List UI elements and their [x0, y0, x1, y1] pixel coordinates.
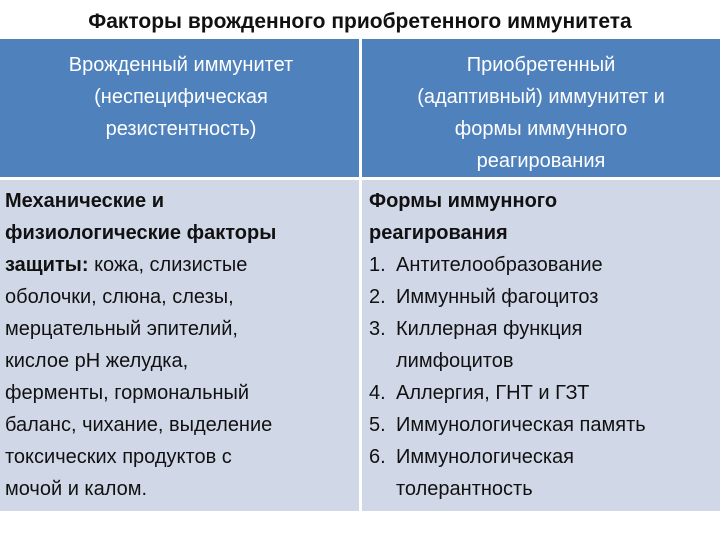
- list-item: [369, 249, 720, 281]
- list-item-number: 2.: [369, 286, 386, 308]
- list-item-text: Антителообразование: [396, 254, 603, 276]
- innate-text-line: мерцательный эпителий,: [5, 318, 238, 340]
- list-item: [369, 281, 720, 313]
- list-item-text: лимфоцитов: [396, 350, 514, 372]
- acquired-forms-cell: [362, 179, 720, 511]
- list-item: [369, 313, 720, 377]
- list-item-text: Иммунологическая память: [396, 414, 646, 436]
- list-item: [369, 409, 720, 441]
- slide-title: Факторы врожденного приобретенного иммунитета: [88, 10, 632, 33]
- innate-heading-line: физиологические факторы: [5, 222, 277, 244]
- header-line: (адаптивный) иммунитет и: [417, 86, 665, 108]
- innate-text-line: кислое pH желудка,: [5, 350, 189, 372]
- innate-text-line: ферменты, гормональный: [5, 382, 250, 404]
- list-item-text: Аллергия, ГНТ и ГЗТ: [396, 382, 590, 404]
- header-line: Врожденный иммунитет: [68, 54, 294, 76]
- list-item-number: 1.: [369, 254, 386, 276]
- forms-heading-line: Формы иммунного: [369, 190, 558, 212]
- header-line: (неспецифическая: [94, 86, 268, 108]
- forms-list: [369, 249, 720, 505]
- list-item-text: толерантность: [396, 478, 533, 500]
- header-divider: [0, 177, 720, 180]
- header-line: резистентность): [105, 118, 257, 140]
- innate-text-line: [5, 249, 362, 281]
- column-divider: [359, 39, 362, 511]
- header-line: формы иммунного: [454, 118, 628, 140]
- innate-text-line: токсических продуктов с: [5, 446, 232, 468]
- innate-text-line: баланс, чихание, выделение: [5, 414, 273, 436]
- list-item-number: 4.: [369, 382, 386, 404]
- list-item: [369, 441, 720, 505]
- forms-heading-line: реагирования: [369, 222, 508, 244]
- header-innate-immunity: [0, 39, 362, 179]
- list-item-text: Иммунологическая: [396, 446, 574, 468]
- innate-factors-cell: [0, 179, 362, 511]
- list-item-number: 6.: [369, 446, 386, 468]
- innate-text-line: оболочки, слюна, слезы,: [5, 286, 234, 308]
- innate-text-line: мочой и калом.: [5, 478, 148, 500]
- innate-text-fragment: кожа, слизистые: [88, 254, 248, 276]
- list-item-number: 5.: [369, 414, 386, 436]
- header-acquired-immunity: [362, 39, 720, 179]
- innate-heading-line: Механические и: [5, 190, 165, 212]
- innate-heading-line: защиты:: [5, 254, 89, 276]
- list-item-text: Киллерная функция: [396, 318, 583, 340]
- list-item: [369, 377, 720, 409]
- list-item-text: Иммунный фагоцитоз: [396, 286, 599, 308]
- header-line: реагирования: [476, 150, 606, 172]
- list-item-number: 3.: [369, 318, 386, 340]
- header-line: Приобретенный: [466, 54, 616, 76]
- comparison-table: [0, 39, 720, 511]
